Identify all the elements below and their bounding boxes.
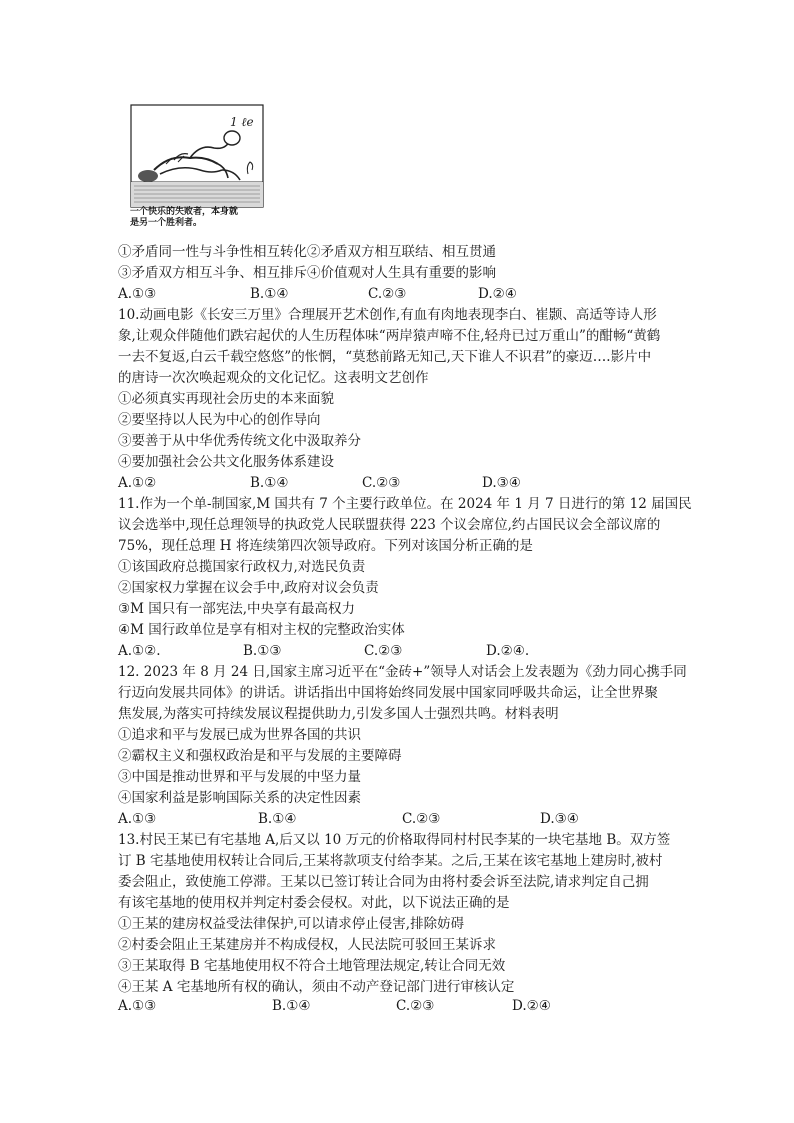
cartoon-illustration — [130, 104, 264, 224]
q13-stem-line: 订 B 宅基地使用权转让合同后,王某将款项支付给李某。之后,王某在该宅基地上建房时,被村 — [118, 853, 663, 869]
q13-stem-line: 委会阻止，致使施工停滞。王某以已签订转让合同为由将村委会诉至法院,请求判定自己拥 — [118, 874, 649, 890]
q13-choice-d[interactable]: D.②④ — [512, 998, 551, 1014]
q13-statement-4: ④王某 A 宅基地所有权的确认，须由不动产登记部门进行审核认定 — [118, 979, 515, 995]
q11-statement-1: ①该国政府总揽国家行政权力,对选民负责 — [118, 559, 366, 575]
q12-choice-d[interactable]: D.③④ — [540, 811, 579, 827]
q11-stem-line: 75%，现任总理 H 将连续第四次领导政府。下列对该国分析正确的是 — [118, 538, 533, 554]
q11-stem-line: 议会选举中,现任总理领导的执政党人民联盟获得 223 个议会席位,约占国民议会全部议席的 — [118, 517, 661, 533]
q9-choice-c[interactable]: C.②③ — [368, 286, 407, 302]
q10-stem-line: 10.动画电影《长安三万里》合理展开艺术创作,有血有肉地表现李白、崔颢、高适等诗人形 — [118, 307, 657, 323]
q10-stem-line: 象,让观众伴随他们跌宕起伏的人生历程体味“两岸猿声啼不住,轻舟已过万重山”的酣畅“黄鹤 — [118, 328, 661, 344]
q9-statement-line: ①矛盾同一性与斗争性相互转化②矛盾双方相互联结、相互贯通 — [118, 244, 496, 260]
q11-choice-b[interactable]: B.①③ — [243, 643, 282, 659]
q9-choice-b[interactable]: B.①④ — [250, 286, 289, 302]
q10-statement-2: ②要坚持以人民为中心的创作导向 — [118, 412, 321, 428]
q10-choice-b[interactable]: B.①④ — [250, 475, 289, 491]
cartoon-caption — [130, 207, 270, 229]
q13-stem-line: 有该宅基地的使用权并判定村委会侵权。对此，以下说法正确的是 — [118, 895, 510, 911]
q13-statement-3: ③王某取得 B 宅基地使用权不符合土地管理法规定,转让合同无效 — [118, 958, 506, 974]
q12-choice-c[interactable]: C.②③ — [402, 811, 441, 827]
caption-line: 是另一个胜利者。 — [130, 218, 203, 228]
q12-stem-line: 焦发展,为落实可持续发展议程提供助力,引发多国人士强烈共鸣。材料表明 — [118, 706, 559, 722]
q13-stem-line: 13.村民王某已有宅基地 A,后又以 10 万元的价格取得同村村民李某的一块宅基地 B。双方签 — [118, 832, 671, 848]
q12-stem-line: 行迈向发展共同体》的讲话。讲话指出中国将始终同发展中国家同呼吸共命运，让全世界聚 — [118, 685, 658, 701]
q10-choice-d[interactable]: D.③④ — [482, 475, 521, 491]
q11-choice-d[interactable]: D.②④. — [486, 643, 530, 659]
q10-stem-line: 一去不复返,白云千载空悠悠”的怅惘，“莫愁前路无知己,天下谁人不识君”的豪迈….影片中 — [118, 349, 652, 365]
q11-choice-c[interactable]: C.②③ — [364, 643, 403, 659]
q12-statement-4: ④国家利益是影响国际关系的决定性因素 — [118, 790, 361, 806]
caption-line: 一个快乐的失败者，本身就 — [130, 207, 239, 217]
q12-statement-2: ②霸权主义和强权政治是和平与发展的主要障碍 — [118, 748, 402, 764]
q13-choice-c[interactable]: C.②③ — [396, 998, 435, 1014]
cartoon-scribble: 1 ℓe — [230, 115, 254, 129]
q13-statement-1: ①王某的建房权益受法律保护,可以请求停止侵害,排除妨碍 — [118, 916, 465, 932]
q12-choice-a[interactable]: A.①③ — [118, 811, 157, 827]
q10-statement-1: ①必须真实再现社会历史的本来面貌 — [118, 391, 334, 407]
q9-choice-d[interactable]: D.②④ — [478, 286, 517, 302]
q11-statement-3: ③M 国只有一部宪法,中央享有最高权力 — [118, 601, 356, 617]
q12-stem-line: 12. 2023 年 8 月 24 日,国家主席习近平在“金砖+”领导人对话会上发表题为《劲力同心携手同 — [118, 664, 687, 680]
q10-statement-4: ④要加强社会公共文化服务体系建设 — [118, 454, 334, 470]
q10-choice-a[interactable]: A.①② — [118, 475, 157, 491]
q11-choice-a[interactable]: A.①②. — [118, 643, 161, 659]
q11-statement-2: ②国家权力掌握在议会手中,政府对议会负责 — [118, 580, 379, 596]
q11-statement-4: ④M 国行政单位是享有相对主权的完整政治实体 — [118, 622, 405, 638]
q13-choice-b[interactable]: B.①④ — [272, 998, 311, 1014]
q13-statement-2: ②村委会阻止王某建房并不构成侵权，人民法院可驳回王某诉求 — [118, 937, 496, 953]
q10-choice-c[interactable]: C.②③ — [362, 475, 401, 491]
q12-statement-3: ③中国是推动世界和平与发展的中坚力量 — [118, 769, 361, 785]
q11-stem-line: 11.作为一个单-制国家,M 国共有 7 个主要行政单位。在 2024 年 1 月 7 日进行的第 12 届国民 — [118, 496, 692, 512]
q13-choice-a[interactable]: A.①③ — [118, 998, 157, 1014]
q9-statement-line: ③矛盾双方相互斗争、相互排斥④价值观对人生具有重要的影响 — [118, 265, 496, 281]
q10-stem-line: 的唐诗一次次唤起观众的文化记忆。这表明文艺创作 — [118, 370, 429, 386]
q12-choice-b[interactable]: B.①④ — [258, 811, 297, 827]
q10-statement-3: ③要善于从中华优秀传统文化中汲取养分 — [118, 433, 361, 449]
q9-choice-a[interactable]: A.①③ — [118, 286, 157, 302]
q12-statement-1: ①追求和平与发展已成为世界各国的共识 — [118, 727, 361, 743]
